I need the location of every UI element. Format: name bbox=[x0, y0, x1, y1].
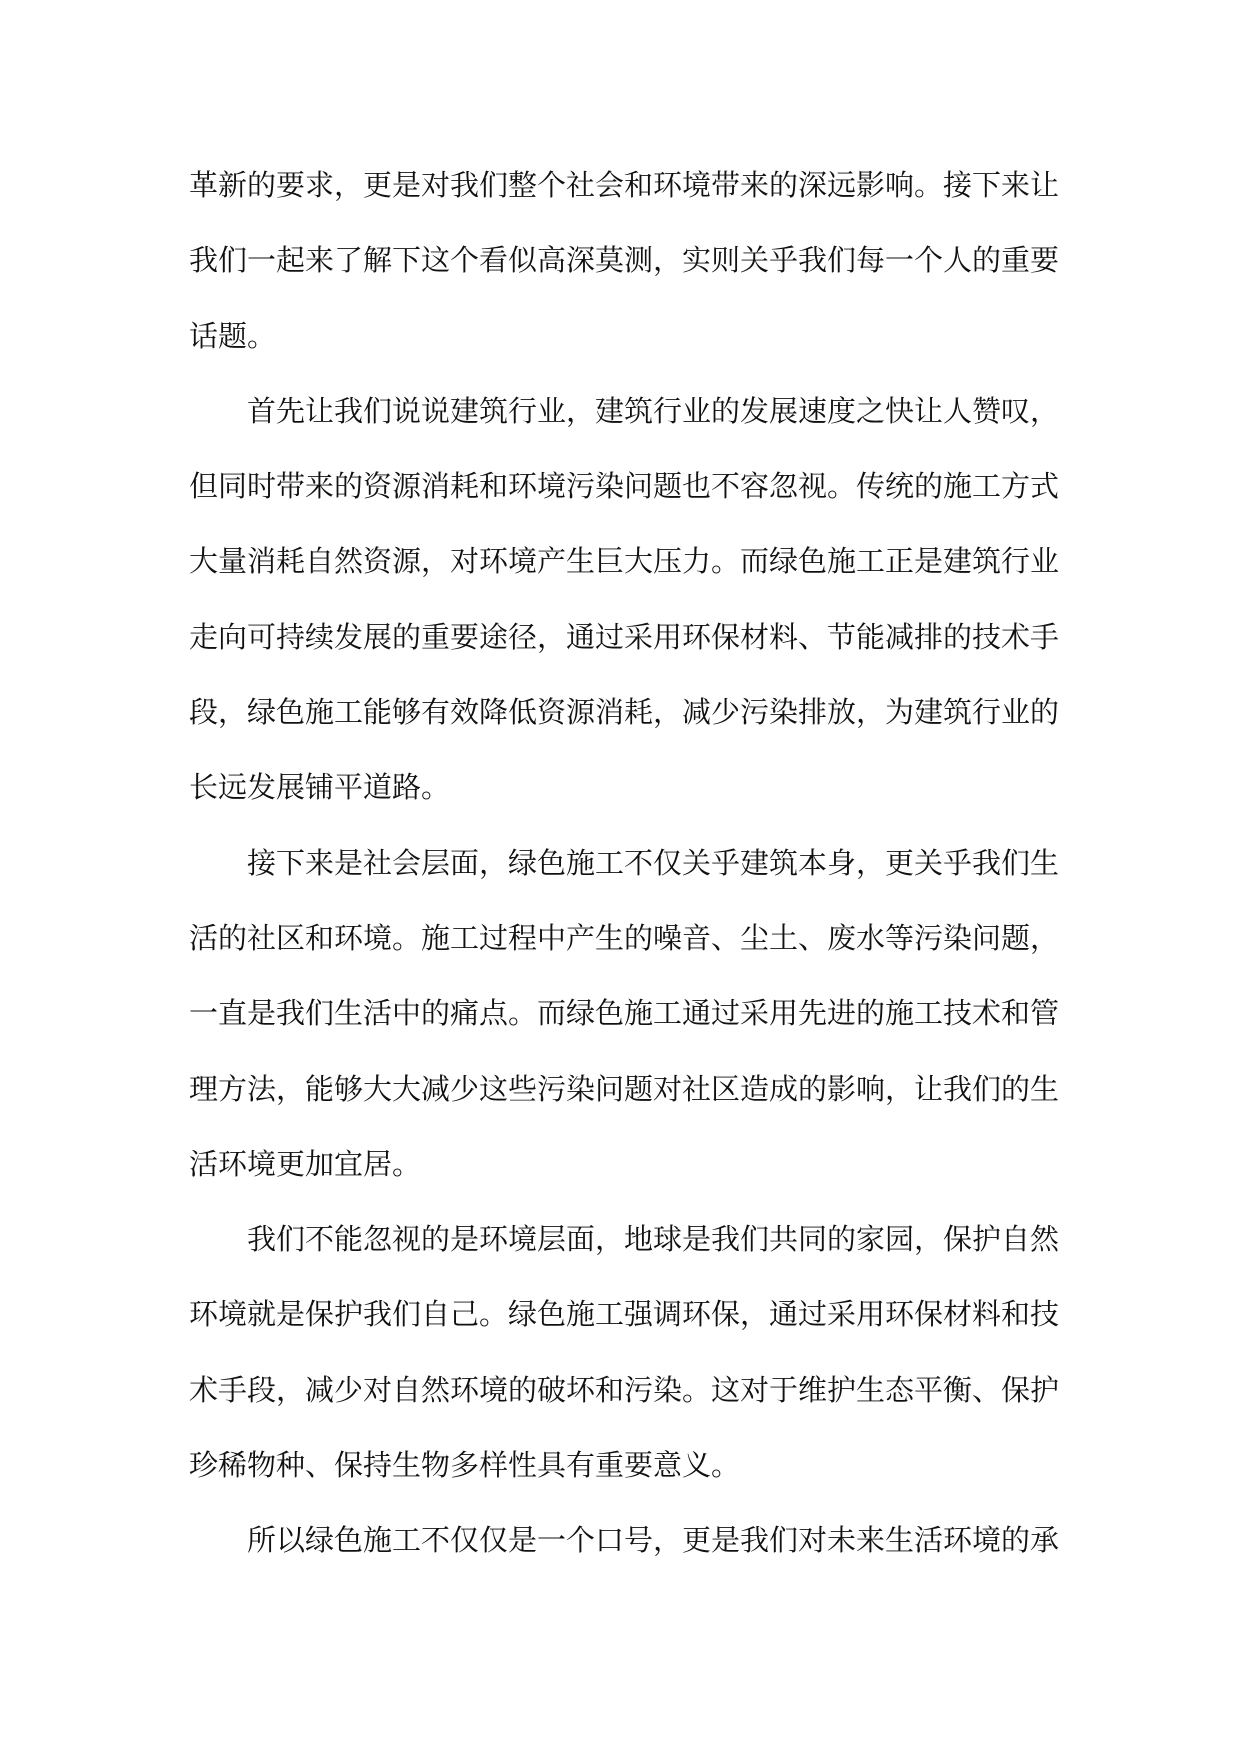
text-line: 活的社区和环境。施工过程中产生的噪音、尘土、废水等污染问题， bbox=[189, 920, 1059, 955]
paragraph-first-line: 我们不能忽视的是环境层面，地球是我们共同的家园，保护自然 bbox=[247, 1222, 1059, 1257]
text-line: 我们一起来了解下这个看似高深莫测，实则关乎我们每一个人的重要 bbox=[189, 243, 1059, 278]
text-line: 走向可持续发展的重要途径，通过采用环保材料、节能减排的技术手 bbox=[189, 619, 1059, 654]
paragraph-first-line: 接下来是社会层面，绿色施工不仅关乎建筑本身，更关乎我们生 bbox=[247, 845, 1059, 880]
text-line: 大量消耗自然资源，对环境产生巨大压力。而绿色施工正是建筑行业 bbox=[189, 544, 1059, 579]
text-line: 珍稀物种、保持生物多样性具有重要意义。 bbox=[189, 1448, 741, 1483]
paragraph-first-line: 首先让我们说说建筑行业，建筑行业的发展速度之快让人赞叹， bbox=[247, 393, 1059, 428]
text-line: 但同时带来的资源消耗和环境污染问题也不容忽视。传统的施工方式 bbox=[189, 469, 1059, 504]
text-line: 环境就是保护我们自己。绿色施工强调环保，通过采用环保材料和技 bbox=[189, 1297, 1059, 1332]
text-line: 话题。 bbox=[189, 318, 277, 353]
text-line: 长远发展铺平道路。 bbox=[189, 770, 451, 805]
text-line: 革新的要求，更是对我们整个社会和环境带来的深远影响。接下来让 bbox=[189, 168, 1059, 202]
text-line: 一直是我们生活中的痛点。而绿色施工通过采用先进的施工技术和管 bbox=[189, 996, 1059, 1031]
paragraph-first-line: 所以绿色施工不仅仅是一个口号，更是我们对未来生活环境的承 bbox=[247, 1523, 1059, 1558]
text-line: 术手段，减少对自然环境的破坏和污染。这对于维护生态平衡、保护 bbox=[189, 1372, 1059, 1407]
body-text bbox=[189, 148, 1059, 1579]
text-line: 活环境更加宜居。 bbox=[189, 1146, 422, 1181]
text-line: 段，绿色施工能够有效降低资源消耗，减少污染排放，为建筑行业的 bbox=[189, 695, 1059, 730]
text-line: 理方法，能够大大减少这些污染问题对社区造成的影响，让我们的生 bbox=[189, 1071, 1059, 1106]
